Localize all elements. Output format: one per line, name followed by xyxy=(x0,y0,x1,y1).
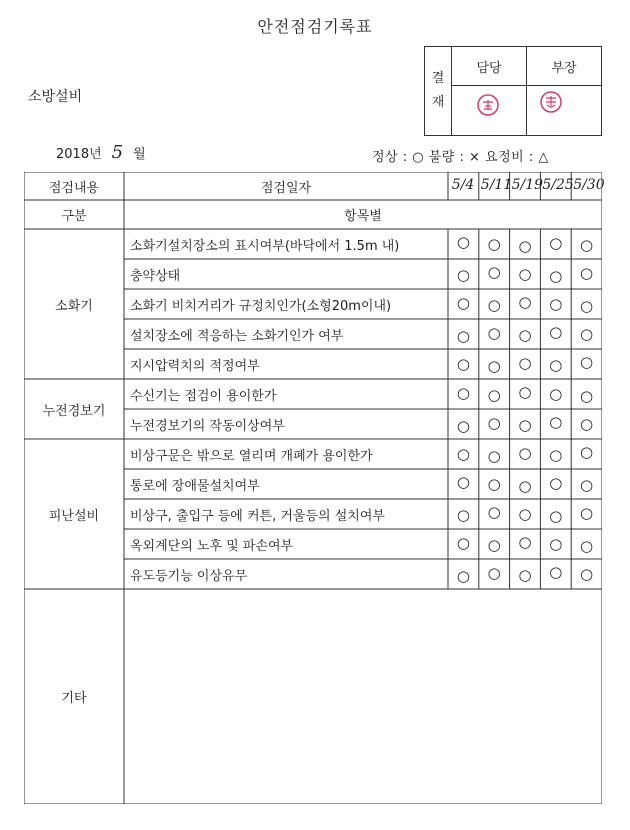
check-mark: ○ xyxy=(456,445,470,463)
check-mark: ○ xyxy=(580,264,594,282)
facility-label: 소방설비 xyxy=(28,89,83,105)
check-mark: ○ xyxy=(487,263,501,281)
date-column-label: 5/25 xyxy=(542,177,574,193)
check-mark: ○ xyxy=(549,234,563,252)
check-mark: ○ xyxy=(518,326,532,344)
check-mark: ○ xyxy=(580,476,594,494)
date-month: 5 xyxy=(111,142,124,163)
check-mark: ○ xyxy=(456,355,470,373)
check-mark: ○ xyxy=(518,237,532,255)
table-row-item-text: 지시압력치의 적정여부 xyxy=(130,358,260,374)
table-row-item-text: 유도등기능 이상유무 xyxy=(130,568,248,584)
check-mark: ○ xyxy=(549,563,563,581)
stamp-icon xyxy=(476,93,500,117)
check-mark: ○ xyxy=(580,415,594,433)
check-mark: ○ xyxy=(549,267,563,285)
date-column-label: 5/19 xyxy=(511,177,544,193)
check-mark: ○ xyxy=(580,353,594,371)
check-mark: ○ xyxy=(456,534,470,552)
check-mark: ○ xyxy=(518,533,532,551)
date-column-label: 5/30 xyxy=(573,177,605,193)
check-mark: ○ xyxy=(456,384,470,402)
date-unit: 월 xyxy=(133,147,146,162)
approval-side-char-2: 재 xyxy=(431,95,445,110)
table-row-item-text: 소화기 비치거리가 규정치인가(소형20m이내) xyxy=(130,298,392,314)
page-title: 안전점검기록표 xyxy=(257,17,373,36)
table-row-item-text: 충약상태 xyxy=(130,268,181,284)
check-mark: ○ xyxy=(518,265,532,283)
date-column-label: 5/4 xyxy=(451,177,475,193)
check-mark: ○ xyxy=(580,565,594,583)
group-category-label: 누전경보기 xyxy=(42,403,106,419)
approval-column-manager xyxy=(527,47,601,135)
header-inspection-dates: 점검일자 xyxy=(260,180,312,196)
table-row-item-text: 누전경보기의 작동이상여부 xyxy=(130,418,285,434)
check-mark: ○ xyxy=(456,506,470,524)
check-mark: ○ xyxy=(580,443,594,461)
check-mark: ○ xyxy=(580,297,594,315)
check-mark: ○ xyxy=(487,324,501,342)
check-mark: ○ xyxy=(487,536,501,554)
check-mark: ○ xyxy=(456,294,470,312)
header-inspection-content: 점검내용 xyxy=(48,180,100,196)
check-mark: ○ xyxy=(456,567,470,585)
check-mark: ○ xyxy=(549,356,563,374)
check-mark: ○ xyxy=(518,505,532,523)
check-mark: ○ xyxy=(549,535,563,553)
table-row-item-text: 수신기는 점검이 용이한가 xyxy=(130,388,277,404)
check-mark: ○ xyxy=(487,235,501,253)
table-row-item-text: 소화기설치장소의 표시여부(바닥에서 1.5m 내) xyxy=(130,238,400,254)
check-mark: ○ xyxy=(518,293,532,311)
check-mark: ○ xyxy=(487,386,501,404)
check-mark: ○ xyxy=(580,236,594,254)
check-mark: ○ xyxy=(487,503,501,521)
check-mark: ○ xyxy=(549,446,563,464)
header-items: 항목별 xyxy=(344,209,382,224)
approval-manager-label: 부장 xyxy=(527,47,601,86)
check-mark: ○ xyxy=(518,566,532,584)
check-mark: ○ xyxy=(518,383,532,401)
check-mark: ○ xyxy=(518,416,532,434)
check-mark: ○ xyxy=(549,295,563,313)
table-row-item-text: 설치장소에 적응하는 소화기인가 여부 xyxy=(130,328,344,344)
table-row-item-text: 옥외계단의 노후 및 파손여부 xyxy=(130,538,294,554)
check-mark: ○ xyxy=(456,417,470,435)
check-mark: ○ xyxy=(518,477,532,495)
check-mark: ○ xyxy=(518,444,532,462)
check-mark: ○ xyxy=(456,233,470,251)
header-category: 구분 xyxy=(61,209,87,224)
table-row-item-text: 비상구문은 밖으로 열리며 개폐가 용이한가 xyxy=(130,448,373,464)
group-category-label: 소화기 xyxy=(55,298,93,314)
check-mark: ○ xyxy=(549,385,563,403)
mark-legend: 정상 : ○ 불량 : × 요정비 : △ xyxy=(372,150,549,165)
check-mark: ○ xyxy=(549,413,563,431)
approval-box xyxy=(424,46,602,136)
approval-staff-label: 담당 xyxy=(452,47,526,86)
check-mark: ○ xyxy=(549,507,563,525)
table-row-item-text: 비상구, 출입구 등에 커튼, 거울등의 설치여부 xyxy=(130,508,385,524)
check-mark: ○ xyxy=(456,266,470,284)
check-mark: ○ xyxy=(580,537,594,555)
table-row-item-text: 통로에 장애물설치여부 xyxy=(130,478,260,494)
inspection-table xyxy=(24,172,605,804)
stamp-icon xyxy=(539,90,563,114)
group-category-label: 피난설비 xyxy=(48,508,100,524)
check-mark: ○ xyxy=(549,474,563,492)
check-mark: ○ xyxy=(580,325,594,343)
check-mark: ○ xyxy=(487,414,501,432)
approval-column-staff xyxy=(452,47,527,135)
check-mark: ○ xyxy=(580,387,594,405)
approval-side-char-1: 결 xyxy=(431,71,445,86)
check-mark: ○ xyxy=(487,357,501,375)
approval-side-label xyxy=(425,47,452,135)
check-mark: ○ xyxy=(518,354,532,372)
other-category-label: 기타 xyxy=(61,691,87,706)
check-mark: ○ xyxy=(549,323,563,341)
date-column-label: 5/11 xyxy=(480,177,513,193)
date-line xyxy=(56,142,146,163)
check-mark: ○ xyxy=(487,447,501,465)
check-mark: ○ xyxy=(487,475,501,493)
check-mark: ○ xyxy=(456,327,470,345)
check-mark: ○ xyxy=(487,296,501,314)
date-year: 2018년 xyxy=(56,147,102,162)
check-mark: ○ xyxy=(580,504,594,522)
check-mark: ○ xyxy=(487,564,501,582)
check-mark: ○ xyxy=(456,473,470,491)
